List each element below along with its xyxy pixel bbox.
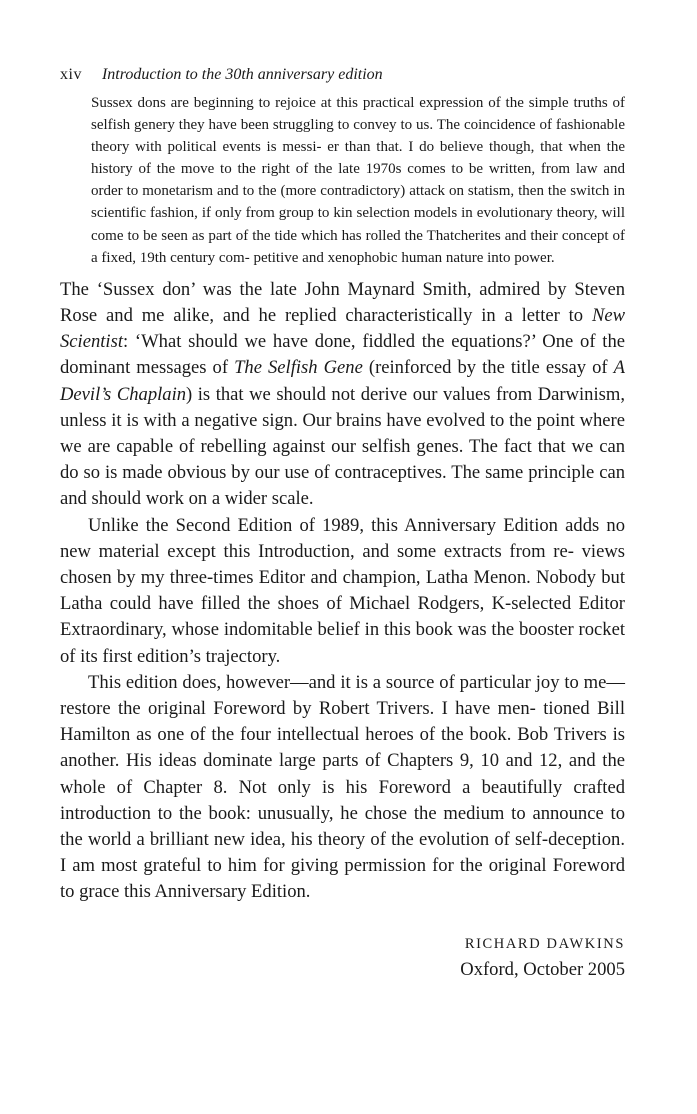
paragraph-3: This edition does, however—and it is a source of particular joy to me—restore the original Foreword by Robert Trivers. I have men- tioned Bill Hamilton as one of the four intellectual heroes of the book. Bob Trivers is another. His ideas dominate large parts of Chapters 9, 10 and 12, and the whole of Chapter 8. Not only is his Foreword a beautifully crafted introduction to the book: unusually, he chose the medium to announce to the world a brilliant new idea, his theory of the evolution of self-deception. I am most grateful to him for giving permission for the original Foreword to grace this Anniversary Edition.	[60, 671, 625, 903]
running-head-title: Introduction to the 30th anniversary edition	[101, 66, 383, 83]
author-name: RICHARD DAWKINS	[464, 935, 625, 952]
paragraph-1-part-e: (reinforced by the title essay of	[362, 357, 614, 379]
paragraph-1-part-g: ) is that we should not derive our values from Darwinism, unless it is with a negative sign. Our brains have evolved to the point where we are capable of rebelling against our selfish genes. The fact that we can do so is made obvious by our use of contraceptives. The same principle can and should work on a wider scale.	[60, 383, 625, 510]
signature-block	[60, 932, 625, 984]
place-date: Oxford, October 2005	[460, 958, 625, 980]
paragraph-1-part-a: The ‘Sussex don’ was the late John Maynard Smith, admired by Steven Rose and me alike, and he replied characteristically in a letter to	[60, 278, 625, 326]
running-head	[60, 64, 625, 86]
citation-new-scientist: New Scientist	[60, 304, 625, 353]
page-number: xiv	[60, 66, 82, 83]
citation-devils-chaplain: A Devil’s Chaplain	[60, 357, 626, 405]
book-page	[60, 64, 625, 984]
paragraph-2: Unlike the Second Edition of 1989, this Anniversary Edition adds no new material except this Introduction, and some extracts from re- views chosen by my three-times Editor and champion, Latha Menon. Nobody but Latha could have filled the shoes of Michael Rodgers, K-selected Editor Extraordinary, whose indomitable belief in this book was the booster rocket of its first edition’s trajectory.	[60, 514, 625, 667]
citation-selfish-gene: The Selfish Gene	[234, 357, 363, 379]
paragraph-1-part-c: : ‘What should we have done, fiddled the equations?’ One of the dominant messages of	[60, 331, 625, 379]
body-text	[60, 277, 625, 906]
block-quote: Sussex dons are beginning to rejoice at this practical expression of the simple truths of selfish genery they have been struggling to convey to us. The coincidence of fashionable theory with political events is messi- er than that. I do believe though, that when the history of the move to the right of the late 1970s comes to be written, from law and order to monetarism and to the (more contradictory) attack on statism, then the switch in scientific fashion, if only from group to kin selection models in evolutionary theory, will come to be seen as part of the tide which has rolled the Thatcherites and their concept of a fixed, 19th century com- petitive and xenophobic human nature into power.	[91, 95, 625, 266]
paragraph-1	[60, 277, 625, 513]
